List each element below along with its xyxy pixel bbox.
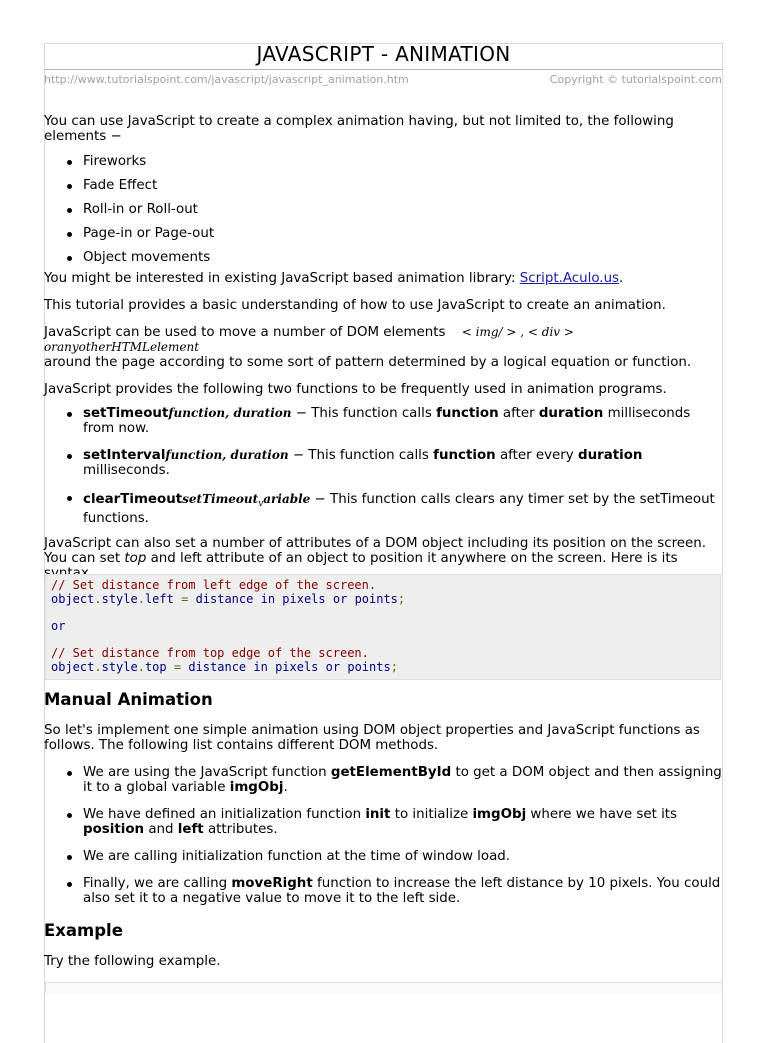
example-code-box bbox=[45, 982, 723, 993]
bold-run: moveRight bbox=[231, 876, 313, 891]
code-line bbox=[51, 593, 715, 607]
code-token: distance bbox=[188, 659, 247, 674]
manual-animation-heading: Manual Animation bbox=[44, 690, 213, 709]
fn-desc: − This function calls bbox=[288, 448, 434, 463]
intro-paragraph: You can use JavaScript to create a complex animation having, but not limited to, the following elements − bbox=[44, 114, 674, 144]
copyright-notice: Copyright © tutorialspoint.com bbox=[549, 73, 722, 86]
text-run: to initialize bbox=[390, 807, 473, 822]
bold-run: position bbox=[83, 822, 145, 837]
fn-bold: duration bbox=[577, 448, 643, 463]
code-token: style bbox=[101, 659, 138, 674]
effects-list bbox=[44, 154, 722, 267]
code-token: pixels bbox=[282, 591, 326, 606]
title-divider bbox=[44, 69, 723, 70]
code-token: in bbox=[260, 591, 276, 606]
list-item: Page-in or Page-out bbox=[44, 226, 722, 250]
code-token: in bbox=[253, 659, 268, 674]
fn-desc: − This function calls bbox=[291, 406, 437, 421]
code-or: or bbox=[51, 618, 66, 633]
list-item bbox=[44, 876, 722, 906]
code-token: ; bbox=[397, 591, 406, 606]
list-item: We are calling initialization function at the time of window load. bbox=[44, 849, 722, 864]
fn-args: function, duration bbox=[168, 406, 292, 420]
fn-name: setInterval bbox=[83, 448, 166, 463]
dom-text-suffix: around the page according to some sort of pattern determined by a logical equation or function. bbox=[44, 355, 692, 370]
fn-desc: milliseconds. bbox=[83, 463, 170, 478]
script-aculo-us-link[interactable]: Script.Aculo.us bbox=[519, 271, 620, 286]
page-title: JAVASCRIPT - ANIMATION bbox=[256, 42, 511, 66]
function-item-settimeout bbox=[44, 406, 722, 436]
list-item: Object movements bbox=[44, 250, 722, 267]
code-token: . bbox=[137, 659, 145, 674]
fn-desc: − This function calls clears any timer set by the setTimeout functions. bbox=[83, 492, 715, 526]
library-text: You might be interested in existing JavaScript based animation library: bbox=[44, 271, 520, 286]
list-item bbox=[44, 807, 722, 837]
bold-run: left bbox=[177, 822, 204, 837]
library-paragraph bbox=[44, 271, 722, 286]
code-comment: // Set distance from top edge of the screen. bbox=[51, 645, 369, 660]
fn-args: ariable bbox=[263, 492, 311, 506]
content-top bbox=[44, 114, 722, 581]
library-suffix: . bbox=[619, 271, 624, 286]
function-item-setinterval bbox=[44, 448, 722, 478]
text-run: attributes. bbox=[203, 822, 278, 837]
code-token: object bbox=[51, 591, 95, 606]
functions-list bbox=[44, 406, 722, 528]
fn-bold: function bbox=[436, 406, 499, 421]
bold-run: imgObj bbox=[229, 780, 284, 795]
code-token: object bbox=[51, 659, 95, 674]
text-run: and bbox=[144, 822, 178, 837]
dom-paragraph bbox=[44, 325, 722, 370]
code-comment: // Set distance from left edge of the screen. bbox=[51, 578, 377, 592]
code-token: = bbox=[173, 659, 182, 674]
bold-run: getElementById bbox=[330, 765, 452, 780]
function-item-cleartimeout bbox=[44, 490, 722, 528]
fn-name: clearTimeout bbox=[83, 492, 183, 507]
code-token: top bbox=[144, 659, 167, 674]
example-text: Try the following example. bbox=[44, 954, 221, 969]
bold-run: imgObj bbox=[472, 807, 527, 822]
fn-args: setTimeout bbox=[182, 492, 259, 506]
text-run: Finally, we are calling bbox=[83, 876, 232, 891]
attributes-text: JavaScript can also set a number of attributes of a DOM object including its position on the screen. You can set bbox=[44, 536, 707, 566]
manual-intro: So let's implement one simple animation using DOM object properties and JavaScript functions as follows. The following list contains different DOM methods. bbox=[44, 723, 700, 753]
code-token: . bbox=[94, 591, 102, 606]
source-url: http://www.tutorialspoint.com/javascript/javascript_animation.htm bbox=[44, 73, 409, 86]
fn-name: setTimeout bbox=[83, 406, 169, 421]
code-token: points bbox=[347, 659, 391, 674]
text-run: where we have set its bbox=[526, 807, 678, 822]
code-token: or bbox=[325, 659, 341, 674]
dom-text: JavaScript can be used to move a number of DOM elements bbox=[44, 325, 450, 340]
code-line bbox=[51, 661, 715, 675]
text-run: We are using the JavaScript function bbox=[83, 765, 331, 780]
code-token: left bbox=[144, 591, 174, 606]
fn-desc: after every bbox=[495, 448, 578, 463]
content-bottom bbox=[44, 690, 722, 969]
example-heading: Example bbox=[44, 921, 123, 940]
code-blank bbox=[51, 633, 715, 647]
list-item: Roll-in or Roll-out bbox=[44, 202, 722, 226]
functions-intro: JavaScript provides the following two functions to be frequently used in animation programs. bbox=[44, 382, 667, 397]
list-item: Fireworks bbox=[44, 154, 722, 178]
manual-list bbox=[44, 765, 722, 906]
list-item: Fade Effect bbox=[44, 178, 722, 202]
attributes-italic: top bbox=[124, 551, 147, 566]
attributes-text: and left attribute of an object to position it anywhere on the screen. Here is its bbox=[150, 551, 678, 566]
fn-args-sub: v bbox=[258, 499, 264, 509]
code-token: . bbox=[137, 591, 145, 606]
code-token: = bbox=[181, 591, 189, 606]
code-token: ; bbox=[390, 659, 398, 674]
fn-bold: function bbox=[433, 448, 496, 463]
dom-elements-math: < img/ > , < div > oranyotherHTMLelement bbox=[44, 325, 574, 354]
code-token: . bbox=[94, 659, 102, 674]
text-run: function to increase the left distance by 10 pixels. You could also set it to a negative value to move it to the left side. bbox=[83, 876, 721, 906]
basic-paragraph: This tutorial provides a basic understanding of how to use JavaScript to create an animation. bbox=[44, 298, 666, 313]
code-block bbox=[45, 574, 721, 680]
code-token: or bbox=[332, 591, 348, 606]
code-token: points bbox=[354, 591, 398, 606]
fn-desc: after bbox=[498, 406, 539, 421]
text-run: We have defined an initialization function bbox=[83, 807, 366, 822]
code-token: distance bbox=[195, 591, 254, 606]
fn-bold: duration bbox=[538, 406, 604, 421]
fn-desc: milliseconds from now. bbox=[83, 406, 691, 436]
bold-run: init bbox=[365, 807, 391, 822]
text-run: . bbox=[283, 780, 288, 795]
text-run: to get a DOM object and then assigning it to a global variable bbox=[83, 765, 722, 795]
code-token: style bbox=[101, 591, 138, 606]
list-item bbox=[44, 765, 722, 795]
code-blank bbox=[51, 606, 715, 620]
fn-args: function, duration bbox=[165, 448, 289, 462]
code-token: pixels bbox=[275, 659, 319, 674]
